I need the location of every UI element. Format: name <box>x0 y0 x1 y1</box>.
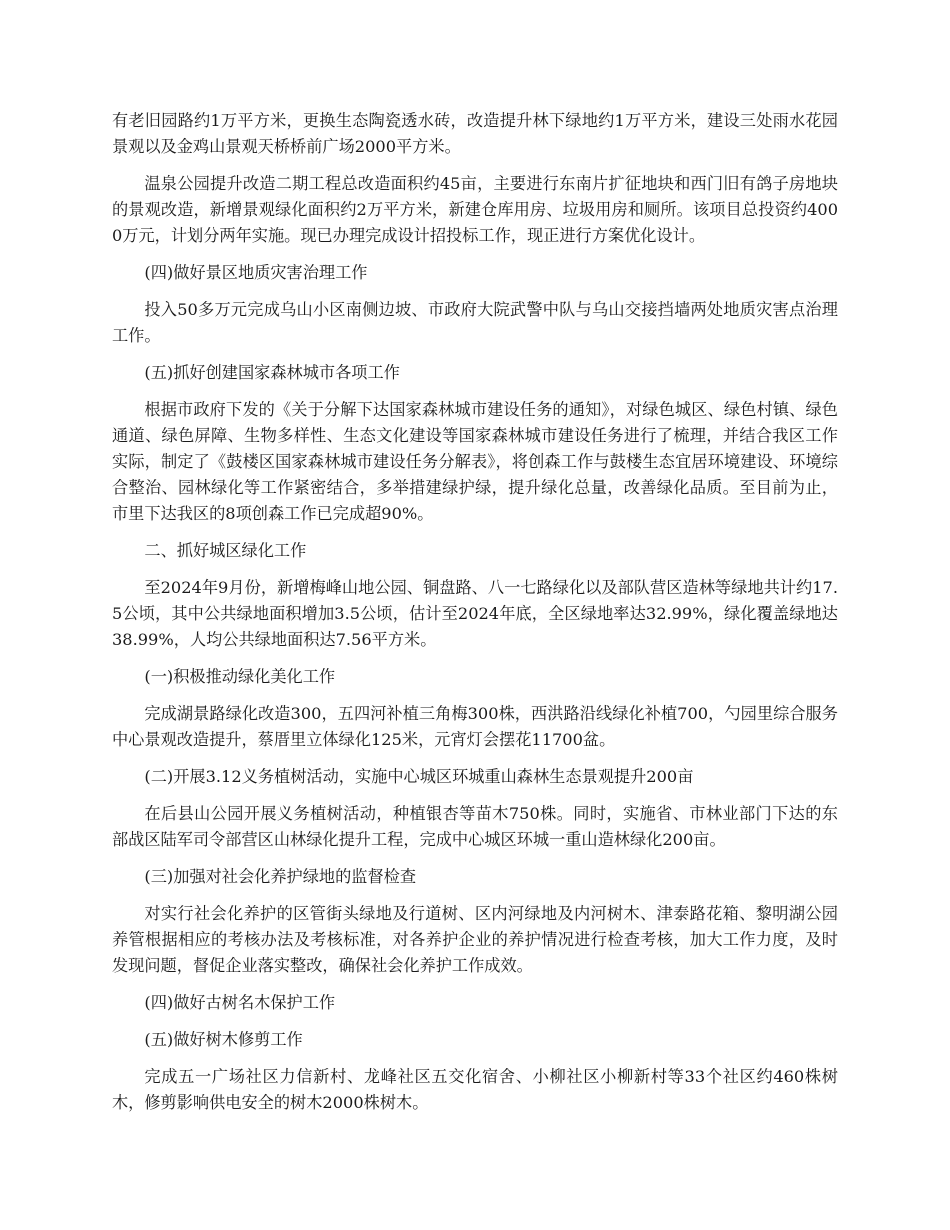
section-heading: (五)抓好创建国家森林城市各项工作 <box>144 363 400 382</box>
paragraph: 完成湖景路绿化改造300，五四河补植三角梅300株，西洪路沿线绿化补植700，勺园里综合服务中心景观改造提升，蔡厝里立体绿化125米，元宵灯会摆花11700盆。 <box>112 704 838 749</box>
paragraph: 有老旧园路约1万平方米，更换生态陶瓷透水砖，改造提升林下绿地约1万平方米，建设三处雨水花园景观以及金鸡山景观天桥桥前广场2000平方米。 <box>112 111 838 156</box>
paragraph: 温泉公园提升改造二期工程总改造面积约45亩，主要进行东南片扩征地块和西门旧有鸽子房地块的景观改造，新增景观绿化面积约2万平方米，新建仓库用房、垃圾用房和厕所。该项目总投资约4000万元，计划分两年实施。现已办理完成设计招投标工作，现正进行方案优化设计。 <box>112 174 838 245</box>
paragraph: 根据市政府下发的《关于分解下达国家森林城市建设任务的通知》，对绿色城区、绿色村镇、绿色通道、绿色屏障、生物多样性、生态文化建设等国家森林城市建设任务进行了梳理，并结合我区工作实际，制定了《鼓楼区国家森林城市建设任务分解表》，将创森工作与鼓楼生态宜居环境建设、环境综合整治、园林绿化等工作紧密结合，多举措建绿护绿，提升绿化总量，改善绿化品质。至目前为止，市里下达我区的8项创森工作已完成超90%。 <box>112 400 838 523</box>
section-heading: (三)加强对社会化养护绿地的监督检查 <box>144 867 417 886</box>
section-heading: (一)积极推动绿化美化工作 <box>144 667 336 686</box>
paragraph: 至2024年9月份，新增梅峰山地公园、铜盘路、八一七路绿化以及部队营区造林等绿地共计约17.5公顷，其中公共绿地面积增加3.5公顷，估计至2024年底，全区绿地率达32.99%，绿化覆盖绿地达38.99%，人均公共绿地面积达7.56平方米。 <box>112 578 838 649</box>
section-heading: (四)做好古树名木保护工作 <box>144 993 336 1012</box>
paragraph: 投入50多万元完成乌山小区南侧边坡、市政府大院武警中队与乌山交接挡墙两处地质灾害点治理工作。 <box>112 300 838 345</box>
paragraph: 完成五一广场社区力信新村、龙峰社区五交化宿舍、小柳社区小柳新村等33个社区约460株树木，修剪影响供电安全的树木2000株树木。 <box>112 1067 838 1112</box>
section-heading: (四)做好景区地质灾害治理工作 <box>144 263 368 282</box>
section-heading: (五)做好树木修剪工作 <box>144 1030 303 1049</box>
section-heading: 二、抓好城区绿化工作 <box>144 541 307 560</box>
section-heading: (二)开展3.12义务植树活动，实施中心城区环城重山森林生态景观提升200亩 <box>144 767 694 786</box>
paragraph: 对实行社会化养护的区管街头绿地及行道树、区内河绿地及内河树木、津泰路花箱、黎明湖公园养管根据相应的考核办法及考核标准，对各养护企业的养护情况进行检查考核，加大工作力度，及时发现问题，督促企业落实整改，确保社会化养护工作成效。 <box>112 904 838 975</box>
paragraph: 在后县山公园开展义务植树活动，种植银杏等苗木750株。同时，实施省、市林业部门下达的东部战区陆军司令部营区山林绿化提升工程，完成中心城区环城一重山造林绿化200亩。 <box>112 804 838 849</box>
